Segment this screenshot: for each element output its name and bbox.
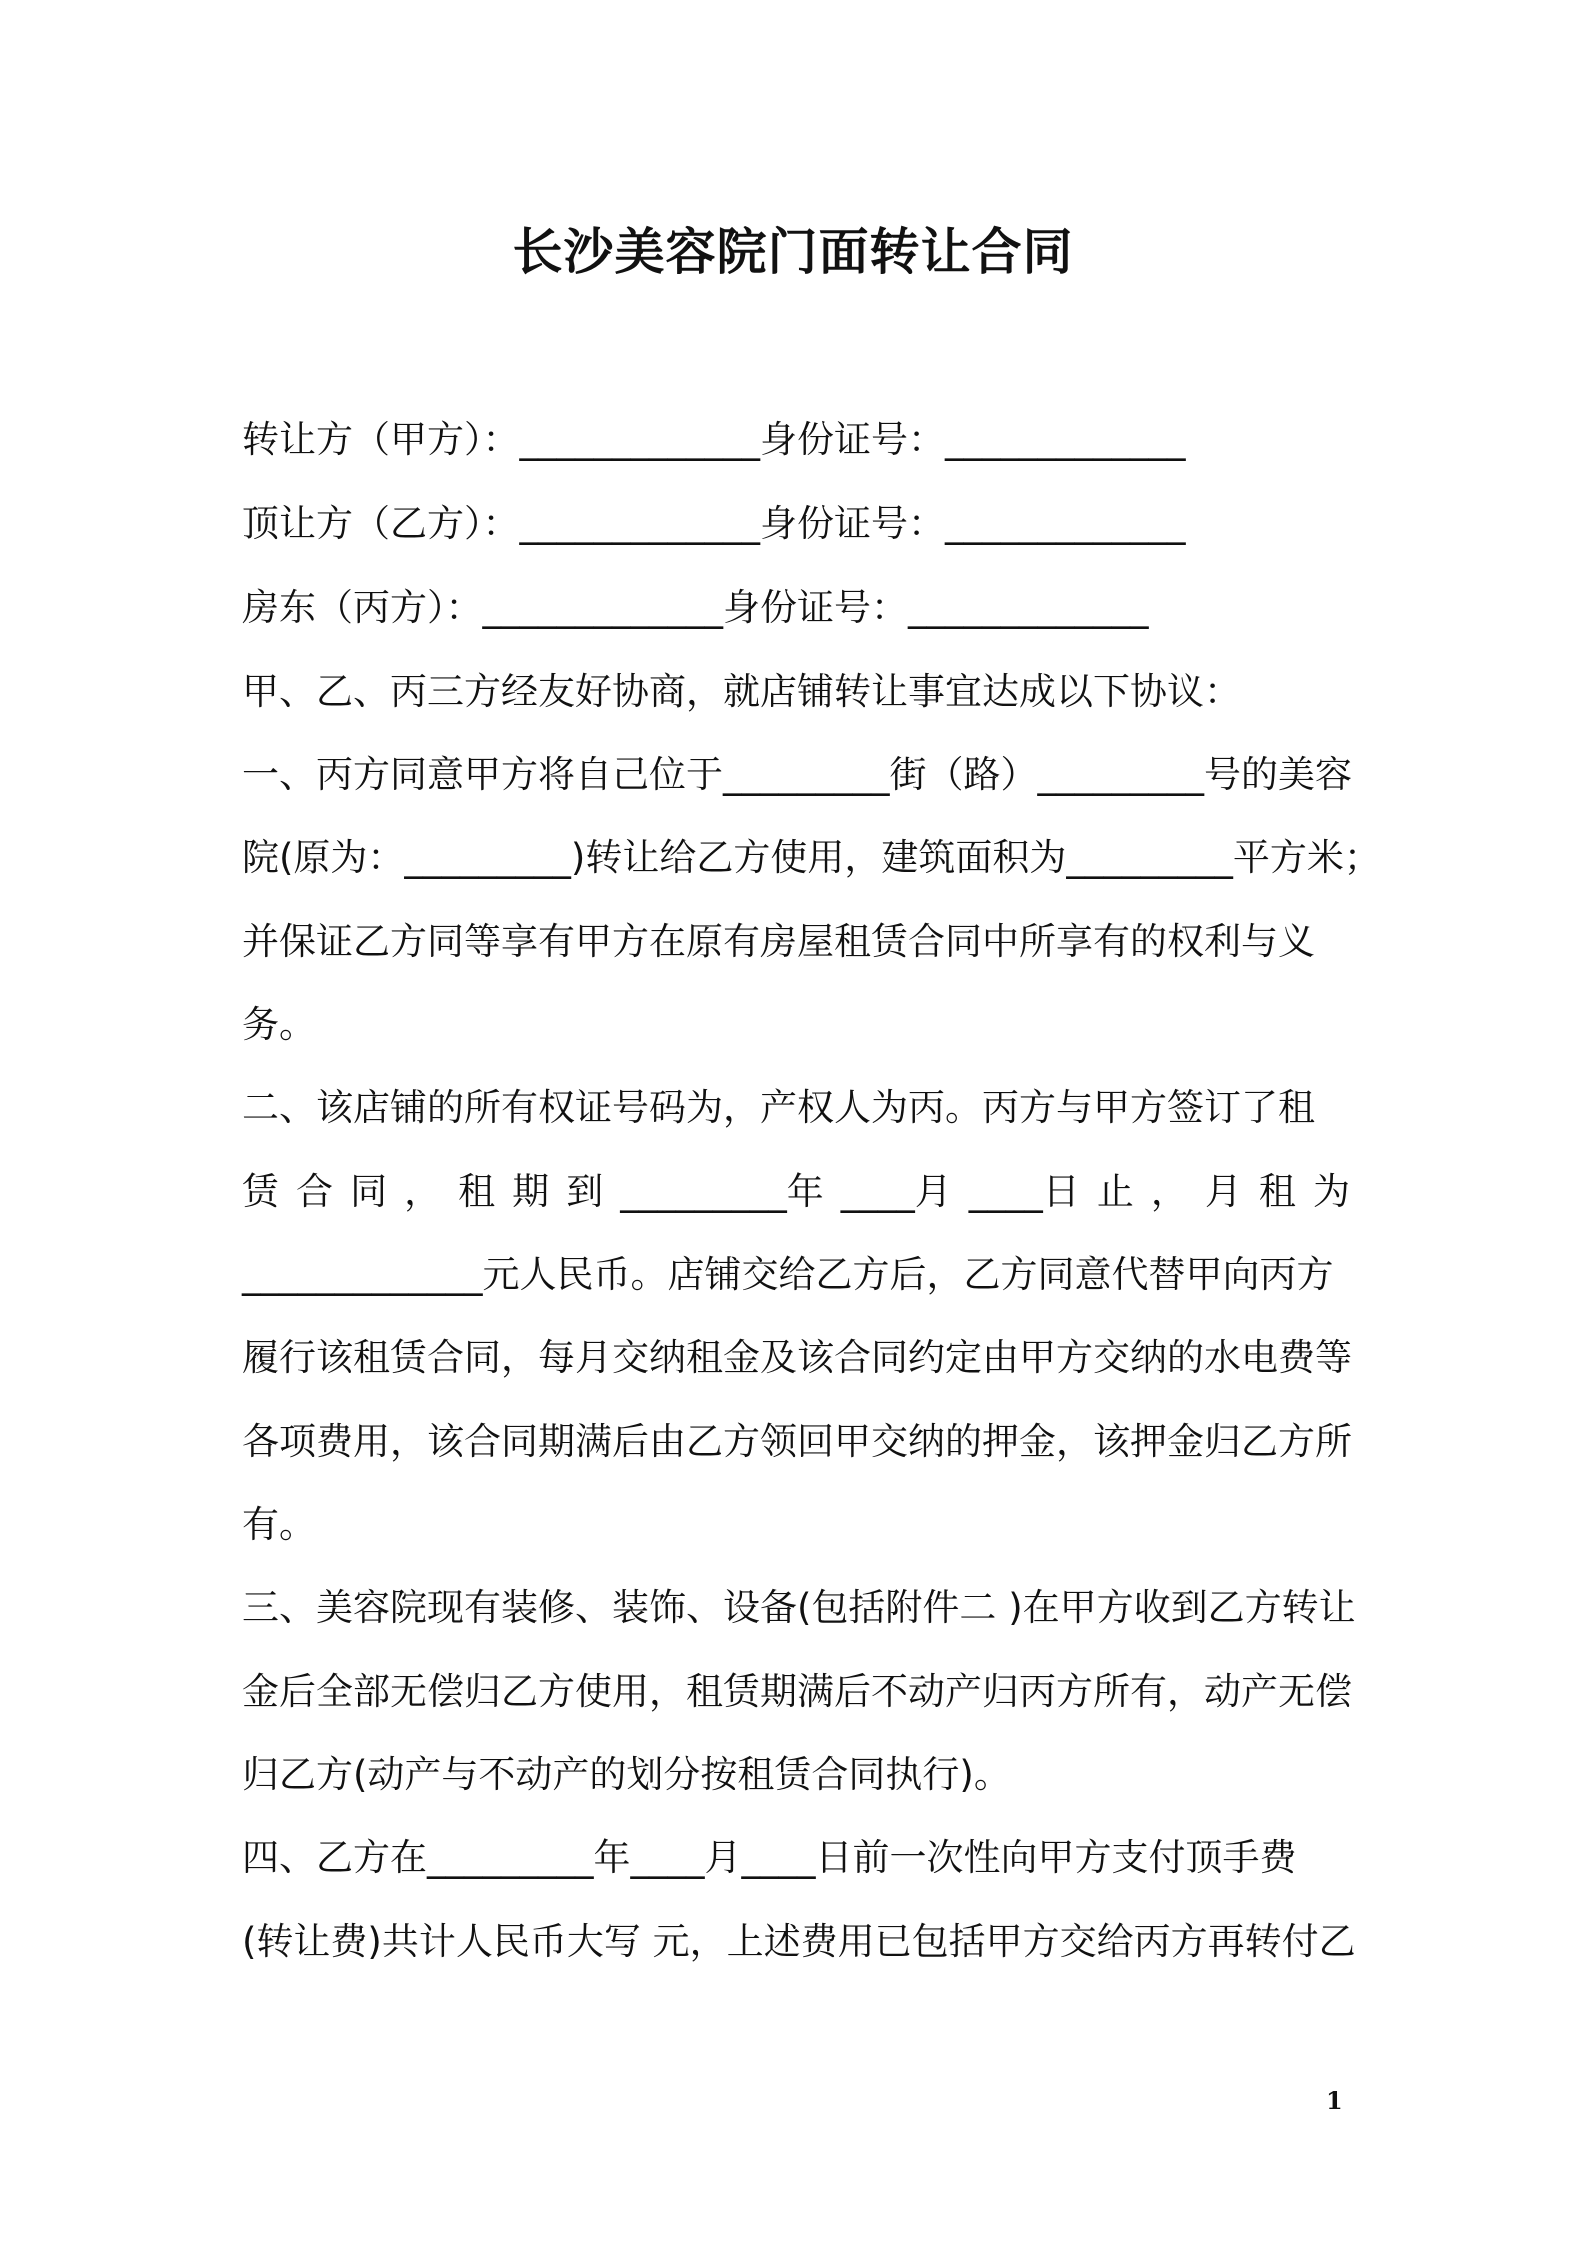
party-line-transferee: 顶让方（乙方）：_____________身份证号：_____________ [242,502,1186,545]
clause2-token: 租 [1258,1170,1296,1213]
clause2-line: 二、该店铺的所有权证号码为，产权人为丙。丙方与甲方签订了租 [242,1086,1315,1129]
clause2-line: 各项费用，该合同期满后由乙方领回甲交纳的押金，该押金归乙方所 [242,1420,1352,1463]
clause2-line: 有。 [242,1503,316,1546]
clause2-token: 租 [458,1170,496,1213]
clause2-justified-line [242,1167,1350,1217]
clause2-token: 为 [1312,1170,1350,1213]
clause2-token: ____日 [968,1170,1080,1213]
clause2-line: 履行该租赁合同，每月交纳租金及该合同约定由甲方交纳的水电费等 [242,1336,1352,1379]
party-line-transferor: 转让方（甲方）：_____________身份证号：_____________ [242,418,1186,461]
clause1-line: 一、丙方同意甲方将自己位于_________街（路）_________号的美容 [242,753,1352,796]
clause1-line: 院(原为：_________)转让给乙方使用，建筑面积为_________平方米； [242,836,1381,879]
clause2-token: 期 [512,1170,550,1213]
intro-paragraph: 甲、乙、丙三方经友好协商，就店铺转让事宜达成以下协议： [242,670,1241,713]
party-line-landlord: 房东（丙方）：_____________身份证号：_____________ [242,586,1149,629]
clause2-token: 月 [1204,1170,1242,1213]
clause2-token: ____月 [840,1170,952,1213]
clause4-line: 四、乙方在_________年____月____日前一次性向甲方支付顶手费 [242,1836,1297,1879]
clause1-line: 并保证乙方同等享有甲方在原有房屋租赁合同中所享有的权利与义 [242,920,1315,963]
clause2-token: ， [1150,1170,1188,1213]
clause2-line: _____________元人民币。店铺交给乙方后，乙方同意代替甲向丙方 [242,1253,1334,1296]
page-number: 1 [1326,2086,1343,2115]
clause2-token: 赁 [242,1170,279,1213]
clause1-line: 务。 [242,1003,316,1046]
document-title: 长沙美容院门面转让合同 [512,223,1074,281]
clause2-token: ， [404,1170,442,1213]
clause2-token: _________年 [620,1170,824,1213]
clause4-line: (转让费)共计人民币大写 元，上述费用已包括甲方交给丙方再转付乙 [242,1920,1356,1963]
clause3-line: 金后全部无偿归乙方使用，租赁期满后不动产归丙方所有，动产无偿 [242,1670,1352,1713]
clause3-line: 三、美容院现有装修、装饰、设备(包括附件二 )在甲方收到乙方转让 [242,1586,1356,1629]
clause2-token: 同 [350,1170,388,1213]
clause2-token: 止 [1096,1170,1134,1213]
clause2-token: 到 [566,1170,604,1213]
clause3-line: 归乙方(动产与不动产的划分按租赁合同执行)。 [242,1753,1011,1796]
clause2-token: 合 [296,1170,334,1213]
